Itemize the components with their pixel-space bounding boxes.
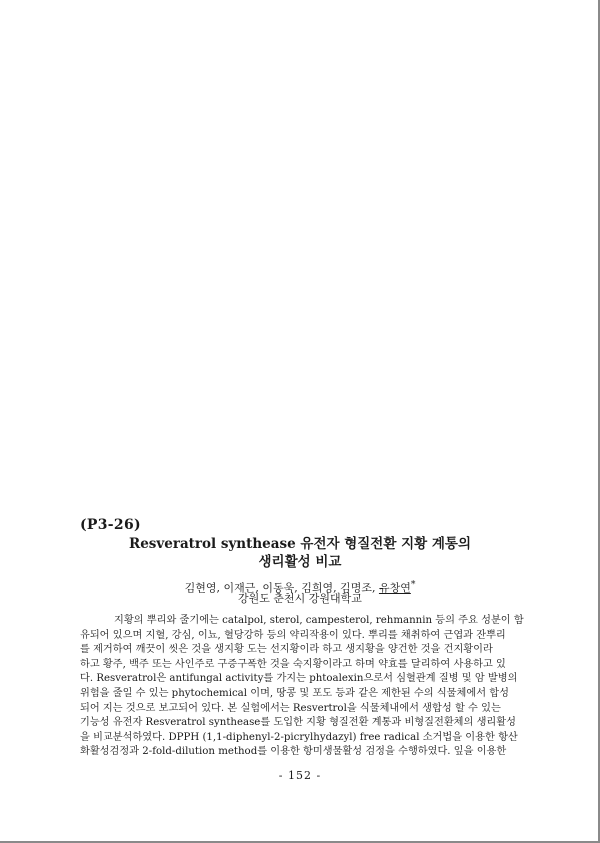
paper-title-line-1: Resveratrol synthease 유전자 형질전환 지황 계통의 xyxy=(128,536,471,552)
affiliation: 강원도 춘천시 강원대학교 xyxy=(238,592,362,605)
body-line: 화활성검정과 2-fold-dilution method를 이용한 항미생물활성 검정을 수행하였다. 잎을 이용한 xyxy=(80,746,507,758)
body-line: 유되어 있으며 지혈, 강심, 이뇨, 혈당강하 등의 약리작용이 있다. 뿌리를 채취하여 근엽과 잔뿌리 xyxy=(80,629,506,641)
paper-title-line-2: 생리활성 비교 xyxy=(258,554,342,570)
body-line: 기능성 유전자 Resveratrol synthease를 도입한 지황 형질전환 계통과 비형질전환체의 생리활성 xyxy=(80,717,516,729)
corresponding-mark: * xyxy=(410,579,416,590)
body-line: 하고 황주, 백주 또는 사인주로 구증구폭한 것을 숙지황이라고 하며 약효를 달리하여 사용하고 있 xyxy=(80,658,506,670)
author-names: 김현영, 이재근, 이동욱, 김희영, 김명조, xyxy=(184,581,379,595)
abstract-id: (P3-26) xyxy=(80,517,141,533)
body-line: 되어 지는 것으로 보고되어 있다. 본 실험에서는 Resvertrol을 식물체내에서 생합성 할 수 있는 xyxy=(80,702,501,714)
body-line: 위험을 줄일 수 있는 phytochemical 이며, 땅콩 및 포도 등과 같은 제한된 수의 식물체에서 합성 xyxy=(80,687,509,699)
body-line: 을 비교분석하였다. DPPH (1,1-diphenyl-2-picrylhydazyl) free radical 소거법을 이용한 항산 xyxy=(80,731,518,743)
page-number: - 152 - xyxy=(278,769,322,782)
body-line: 다. Resveratrol은 antifungal activity를 가지는 phtoalexin으로서 심혈관계 질병 및 암 발병의 xyxy=(80,673,518,685)
corresponding-author: 유창연 xyxy=(378,581,411,595)
body-line: 를 제거하여 깨끗이 씻은 것을 생지황 도는 선지황이라 하고 생지황을 양건한 것을 건지황이라 xyxy=(80,644,493,656)
abstract-body xyxy=(80,614,526,760)
body-line: 지황의 뿌리와 줄기에는 catalpol, sterol, campesterol, rehmannin 등의 주요 성분이 함 xyxy=(114,615,524,626)
